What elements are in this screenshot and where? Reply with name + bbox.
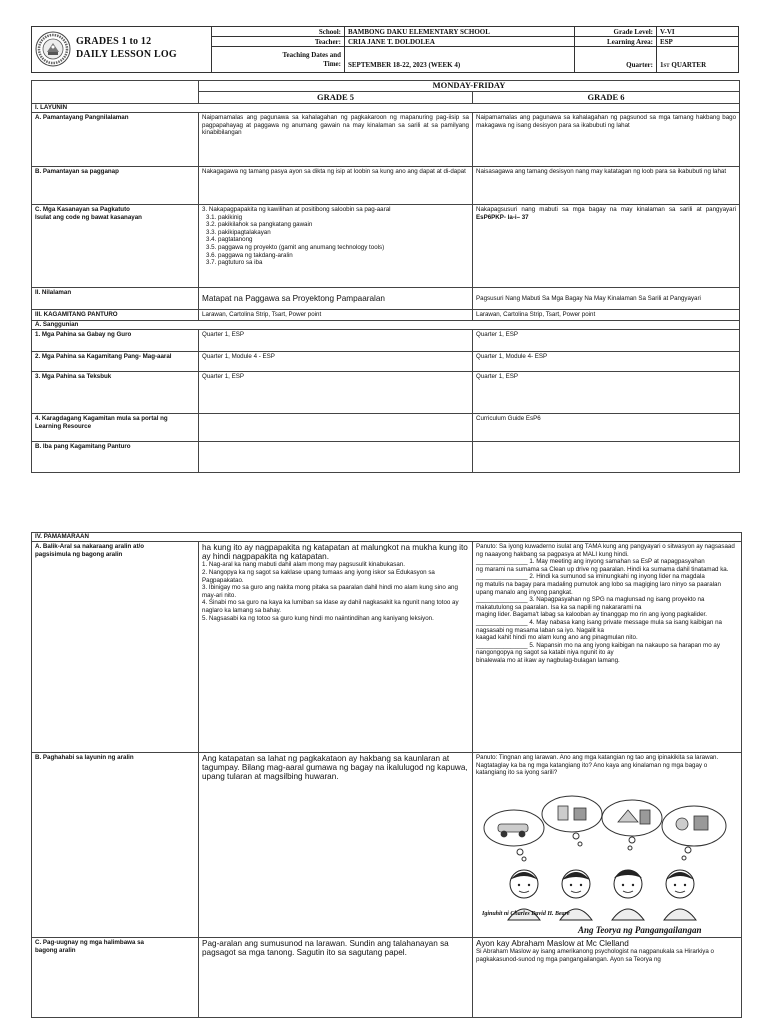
grade5-nilalaman: Matapat na Paggawa sa Proyektong Pampaaralan	[199, 288, 473, 310]
quarter-label: Quarter:	[575, 47, 657, 72]
header-row-dates	[212, 47, 738, 72]
row-label-pamantayang-pangnilalaman: A. Pamantayang Pangnilalaman	[32, 113, 199, 167]
grade6-balik-aral: Panuto: Sa iyong kuwaderno isulat ang TAMA kung ang pangyayari o sitwasyon ay nagsasaad ng naaayong hakbang sa pagpasya at MALI kung hindi. _______________ 1. May meeting ang inyong samahan sa EsP at napagpasyahan ng marami na sumama sa Clean up drive ng paaralan. Hindi ka sumama dahil tinatamad ka. _______________ 2. Hindi ka sumunod sa iminungkahi ng inyong lider na magdala ng matulis na bagay para madaling pumutok ang lobo sa magiging laro ninyo sa paaralan upang manalo ang inyong pangkat. _______________ 3. Napagpasyahan ng SPG na maglunsad ng isang proyekto na makatutulong sa paaralan. Isa ka sa napili ng nakararami na maging lider. Bagama't labag sa kalooban ay tinanggap mo rin ang iyong pagkalider. _______________ 4. May nabasa kang isang private message mula sa isang kaibigan na nagsasabi ng masama laban sa iyo. Nagalit ka kaagad kahit hindi mo alam kung ano ang pinagmulan nito. _______________ 5. Napansin mo na ang iyong kaibigan na nakaupo sa harapan mo ay nangongopya ng sagot sa katabi niya ngunit ito ay binalewala mo at ikaw ay nagbulag-bulagan lamang.	[473, 542, 742, 753]
monday-friday-heading: MONDAY-FRIDAY	[199, 81, 740, 92]
grade-level-value: V-VI	[660, 27, 675, 36]
lesson-log-header	[31, 26, 739, 73]
grade5-teksbuk: Quarter 1, ESP	[199, 372, 473, 414]
grade-level-label: Grade Level:	[575, 27, 657, 36]
row-label-pag-uugnay: C. Pag-uugnay ng mga halimbawa sa bagong aralin	[32, 938, 199, 1018]
grade6-kasanayan: Nakapagsusuri nang mabuti sa mga bagay na may kinalaman sa sarili at pangyayari EsP6PKP- Ia-i– 37	[473, 205, 740, 288]
table-row	[32, 288, 740, 310]
table-row	[32, 205, 740, 288]
row-label-gabay-guro: 1. Mga Pahina sa Gabay ng Guro	[32, 330, 199, 352]
table-row	[32, 352, 740, 372]
grade5-kagamitang-mag-aaral: Quarter 1, Module 4 - ESP	[199, 352, 473, 372]
table-row	[32, 330, 740, 352]
learning-area-value: ESP	[660, 37, 673, 46]
illustration-credit: Iginuhit ni Charles David H. Beare	[482, 911, 570, 917]
grade5-pamantayan-pagganap: Nakagagawa ng tamang pasya ayon sa dikta ng isip at loobin sa kung ano ang dapat at di-dapat	[199, 167, 473, 205]
header-title-dll: DAILY LESSON LOG	[76, 49, 177, 60]
grade6-teksbuk: Quarter 1, ESP	[473, 372, 740, 414]
row-label-nilalaman: II. Nilalaman	[32, 288, 199, 310]
grade6-pamantayang-pangnilalaman: Naipamamalas ang pagunawa sa kahalagahan ng pagsunod sa mga tamang hakbang bago makagawa ng isang desisyon para sa ikabubuti ng lahat	[473, 113, 740, 167]
grade5-heading: GRADE 5	[199, 92, 473, 104]
school-label: School:	[212, 27, 345, 36]
grade6-iba-pang-kagamitan	[473, 442, 740, 473]
header-row-teacher	[212, 37, 738, 47]
dates-value: SEPTEMBER 18-22, 2023 (WEEK 4)	[345, 47, 575, 72]
dates-label	[212, 47, 345, 72]
learning-area-label: Learning Area:	[575, 37, 657, 46]
row-label-kagamitan: III. KAGAMITANG PANTURO	[32, 310, 199, 321]
section-pamamaraan: IV. PAMAMARAAN	[32, 533, 742, 542]
section-sanggunian: A. Sanggunian	[32, 321, 740, 330]
quarter-value: 1 $_{ST}$ QUARTER	[660, 61, 707, 69]
row-label-teksbuk: 3. Mga Pahina sa Teksbuk	[32, 372, 199, 414]
row-label-pamantayan-pagganap: B. Pamantayan sa pagganap	[32, 167, 199, 205]
row-label-kasanayan: C. Mga Kasanayan sa Pagkatuto Isulat ang code ng bawat kasanayan	[32, 205, 199, 288]
grade5-paghahabi: Ang katapatan sa lahat ng pagkakataon ay hakbang sa kaunlaran at tagumpay. Bilang mag-aaral gumawa ng bagay na ikalulugod ng kapuwa, upang tularan at magsilbing huwaran.	[199, 753, 473, 938]
grade5-pag-uugnay: Pag-aralan ang sumusunod na larawan. Sundin ang talahanayan sa pagsagot sa mga tanong. Sagutin ito sa sagutang papel.	[199, 938, 473, 1018]
row-label-kagamitang-mag-aaral: 2. Mga Pahina sa Kagamitang Pang- Mag-aaral	[32, 352, 199, 372]
grade6-kagamitang-mag-aaral: Quarter 1, Module 4- ESP	[473, 352, 740, 372]
grade5-pamantayang-pangnilalaman: Naipamamalas ang pagunawa sa kahalagahan ng pagkakaroon ng mapanuring pag-iisip sa pagpapahayag at paggawa ng anumang gawain na may kinalaman sa sarili at sa pamilyang kinabibilangan	[199, 113, 473, 167]
deped-seal-icon	[35, 31, 71, 67]
dates-label-line2: Time:	[323, 59, 341, 68]
grade6-kagamitan: Larawan, Cartolina Strip, Tsart, Power point	[473, 310, 740, 321]
learning-code: EsP6PKP- Ia-i– 37	[476, 213, 529, 221]
grade6-gabay-guro: Quarter 1, ESP	[473, 330, 740, 352]
grade5-karagdagang-kagamitan	[199, 414, 473, 442]
grade5-balik-aral: ha kung ito ay nagpapakita ng katapatan at malungkot na mukha kung ito ay hindi nagpapakita ng katapatan. 1. Nag-aral ka nang mabuti dahil alam mong may pagsusulit kinabukasan. 2. Nangopya ka ng sagot sa kaklase upang tumaas ang iyong iskor sa Edukasyon sa Pagpapakatao. 3. Ibinigay mo sa guro ang nakita mong pitaka sa paaralan dahil hindi mo alam kung sino ang may-ari nito. 4. Sinabi mo sa guro na kaya ka lumiban sa klase ay dahil nagkasakit ka ngunit nang totoo ay naglaro ka lamang sa bahay. 5. Nagsasabi ka ng totoo sa guro kung hindi mo naiintindihan ang kaniyang leksiyon.	[199, 542, 473, 753]
header-title-grades: GRADES 1 to 12	[76, 36, 152, 47]
lesson-table-procedure	[31, 532, 742, 1018]
table-row	[32, 542, 742, 753]
header-row-school	[212, 27, 738, 37]
row-label-karagdagang-kagamitan: 4. Karagdagang Kagamitan mula sa portal ng Learning Resource	[32, 414, 199, 442]
table-row	[32, 167, 740, 205]
row-label-balik-aral: A. Balik-Aral sa nakaraang aralin at/o pagsisimula ng bagong aralin	[32, 542, 199, 753]
table-row	[32, 414, 740, 442]
table-row	[32, 113, 740, 167]
blank-corner-cell	[32, 81, 199, 104]
section-layunin: I. LAYUNIN	[32, 104, 740, 113]
teacher-label: Teacher:	[212, 37, 345, 46]
grade6-paghahabi: Panuto: Tingnan ang larawan. Ano ang mga katangian ng tao ang ipinakikita sa larawan. Nagtataglay ka ba ng mga katangiang ito? Ano kaya ang kinalaman ng mga bagay o katangiang ito sa iyong sarili?	[473, 753, 742, 938]
table-row	[32, 938, 742, 1018]
grade6-pamantayan-pagganap: Naisasagawa ang tamang desisyon nang may katatagan ng loob para sa ikabubuti ng lahat	[473, 167, 740, 205]
table-row	[32, 310, 740, 321]
table-row	[32, 372, 740, 414]
grade6-pag-uugnay: Ayon kay Abraham Maslow at Mc Clelland Si Abraham Maslow ay isang amerikanong psychologist na nagpanukala sa Hirarkiya o pagkakasunod-sunod ng mga pangangailangan. Ayon sa Teorya ng	[473, 938, 742, 1018]
lesson-table-objectives	[31, 80, 740, 473]
grade6-nilalaman: Pagsusuri Nang Mabuti Sa Mga Bagay Na May Kinalaman Sa Sarili at Pangyayari	[473, 288, 740, 310]
teacher-value: CRIA JANE T. DOLDOLEA	[345, 37, 575, 46]
grade6-karagdagang-kagamitan: Curriculum Guide EsP6	[473, 414, 740, 442]
row-label-paghahabi: B. Paghahabi sa layunin ng aralin	[32, 753, 199, 938]
dates-label-line1: Teaching Dates and	[282, 50, 341, 59]
grade5-iba-pang-kagamitan	[199, 442, 473, 473]
illustration-caption: Ang Teorya ng Pangangailangan	[578, 925, 702, 935]
grade5-kagamitan: Larawan, Cartolina Strip, Tsart, Power point	[199, 310, 473, 321]
table-row	[32, 442, 740, 473]
grade5-kasanayan: 3. Nakapagpapakita ng kawilihan at positibong saloobin sa pag-aaral 3.1. pakikinig 3.2. pakikilahok sa pangkatang gawain 3.3. pakikipagtalakayan 3.4. pagtatanong 3.5. paggawa ng proyekto (gamit ang anumang technology tools) 3.6. paggawa ng takdang-aralin 3.7. pagtuturo sa iba	[199, 205, 473, 288]
row-label-iba-pang-kagamitan: B. Iba pang Kagamitang Panturo	[32, 442, 199, 473]
grade6-heading: GRADE 6	[473, 92, 740, 104]
grade5-gabay-guro: Quarter 1, ESP	[199, 330, 473, 352]
school-value: BAMBONG DAKU ELEMENTARY SCHOOL	[345, 27, 575, 36]
header-title-block	[32, 27, 212, 72]
